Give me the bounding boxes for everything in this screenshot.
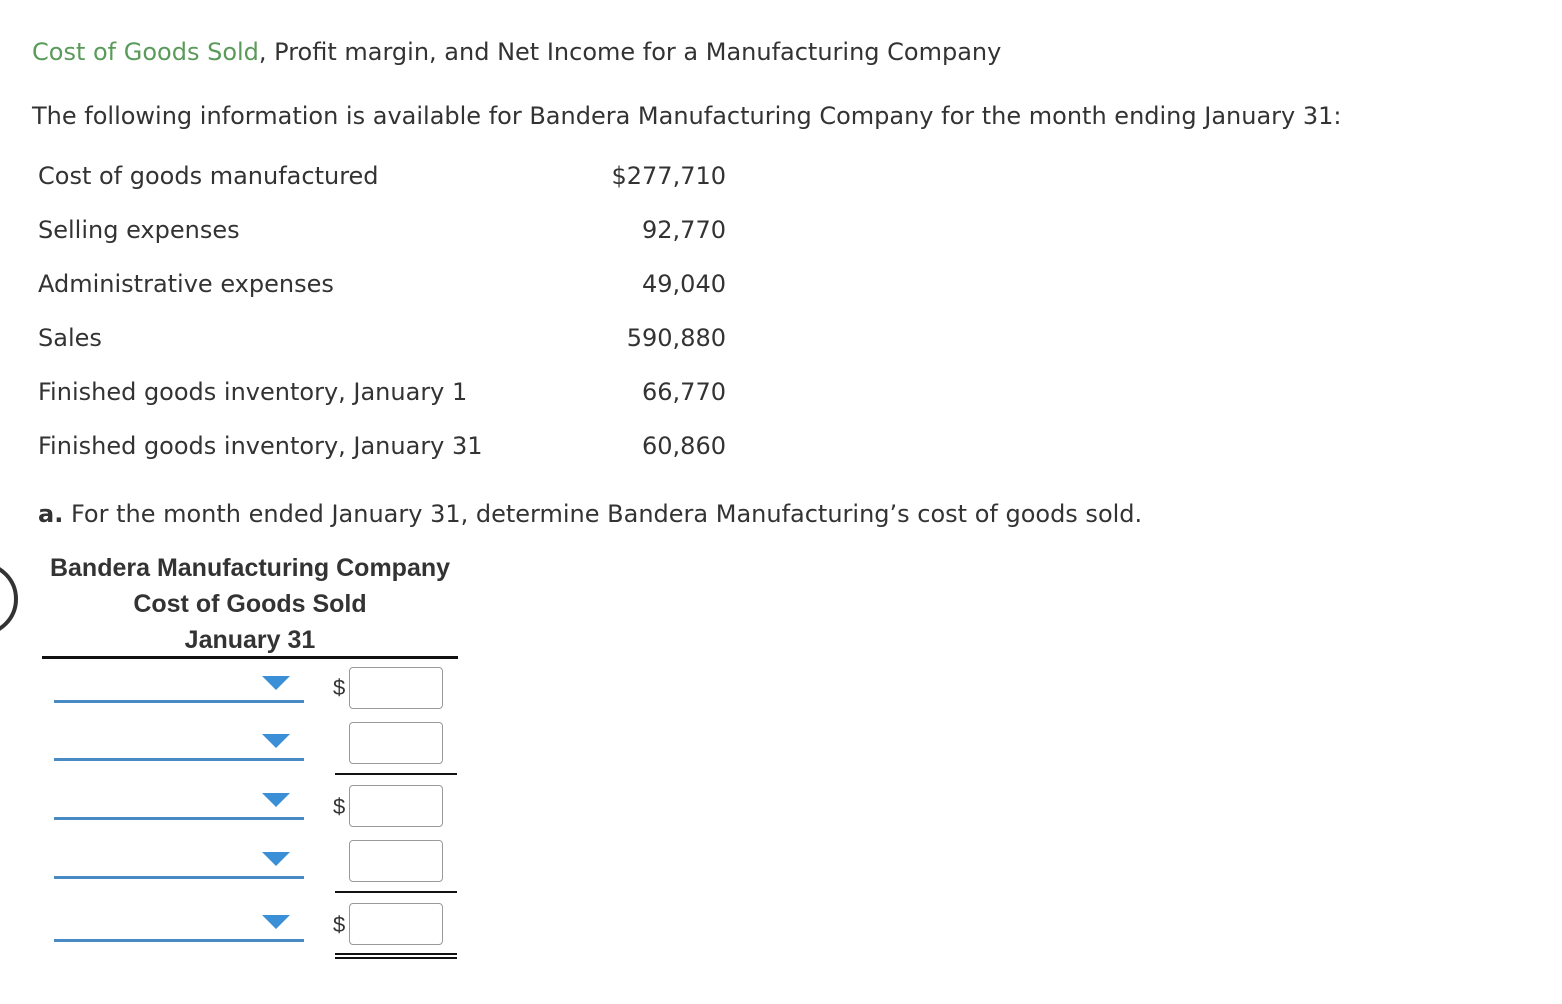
subtotal-rule bbox=[335, 891, 457, 893]
info-row bbox=[38, 312, 728, 366]
statement-company: Bandera Manufacturing Company bbox=[49, 554, 451, 582]
subtotal-rule bbox=[335, 773, 457, 775]
info-value: 66,770 bbox=[642, 378, 726, 406]
step-indicator-icon bbox=[0, 562, 18, 636]
amount-input[interactable] bbox=[349, 840, 443, 882]
account-dropdown[interactable] bbox=[54, 846, 304, 879]
dropdown-triangle-icon[interactable] bbox=[262, 852, 290, 866]
info-value: 60,860 bbox=[642, 432, 726, 460]
info-label: Sales bbox=[38, 324, 102, 352]
statement-header-rule bbox=[42, 656, 458, 659]
dollar-sign: $ bbox=[333, 794, 346, 819]
amount-input[interactable] bbox=[349, 903, 443, 945]
info-value: $277,710 bbox=[611, 162, 726, 190]
info-row bbox=[38, 150, 728, 204]
amount-input[interactable] bbox=[349, 785, 443, 827]
info-value: 49,040 bbox=[642, 270, 726, 298]
dropdown-triangle-icon[interactable] bbox=[262, 676, 290, 690]
info-label: Administrative expenses bbox=[38, 270, 334, 298]
dollar-sign: $ bbox=[333, 675, 346, 700]
account-dropdown[interactable] bbox=[54, 670, 304, 703]
question-marker: a. bbox=[38, 500, 64, 528]
title-link-cogs[interactable]: Cost of Goods Sold bbox=[32, 38, 259, 66]
info-row bbox=[38, 258, 728, 312]
account-dropdown[interactable] bbox=[54, 728, 304, 761]
total-double-rule bbox=[335, 953, 457, 959]
amount-input[interactable] bbox=[349, 722, 443, 764]
info-row bbox=[38, 420, 728, 474]
info-value: 92,770 bbox=[642, 216, 726, 244]
statement-name: Cost of Goods Sold bbox=[133, 590, 367, 618]
info-label: Cost of goods manufactured bbox=[38, 162, 379, 190]
question-text: For the month ended January 31, determine Bandera Manufacturing’s cost of goods sold. bbox=[70, 500, 1143, 528]
question-a bbox=[38, 500, 1142, 528]
intro-text: The following information is available for Bandera Manufacturing Company for the month ending January 31: bbox=[32, 102, 1342, 130]
amount-input[interactable] bbox=[349, 667, 443, 709]
info-row bbox=[38, 204, 728, 258]
dropdown-triangle-icon[interactable] bbox=[262, 793, 290, 807]
info-value: 590,880 bbox=[626, 324, 726, 352]
dropdown-triangle-icon[interactable] bbox=[262, 915, 290, 929]
page-title bbox=[32, 38, 1001, 66]
account-dropdown[interactable] bbox=[54, 909, 304, 942]
statement-date: January 31 bbox=[184, 626, 316, 654]
info-label: Selling expenses bbox=[38, 216, 240, 244]
title-rest: , Profit margin, and Net Income for a Manufacturing Company bbox=[258, 38, 1002, 66]
info-table bbox=[38, 150, 728, 474]
info-label: Finished goods inventory, January 31 bbox=[38, 432, 483, 460]
info-label: Finished goods inventory, January 1 bbox=[38, 378, 468, 406]
dropdown-triangle-icon[interactable] bbox=[262, 734, 290, 748]
dollar-sign: $ bbox=[333, 912, 346, 937]
account-dropdown[interactable] bbox=[54, 787, 304, 820]
info-row bbox=[38, 366, 728, 420]
